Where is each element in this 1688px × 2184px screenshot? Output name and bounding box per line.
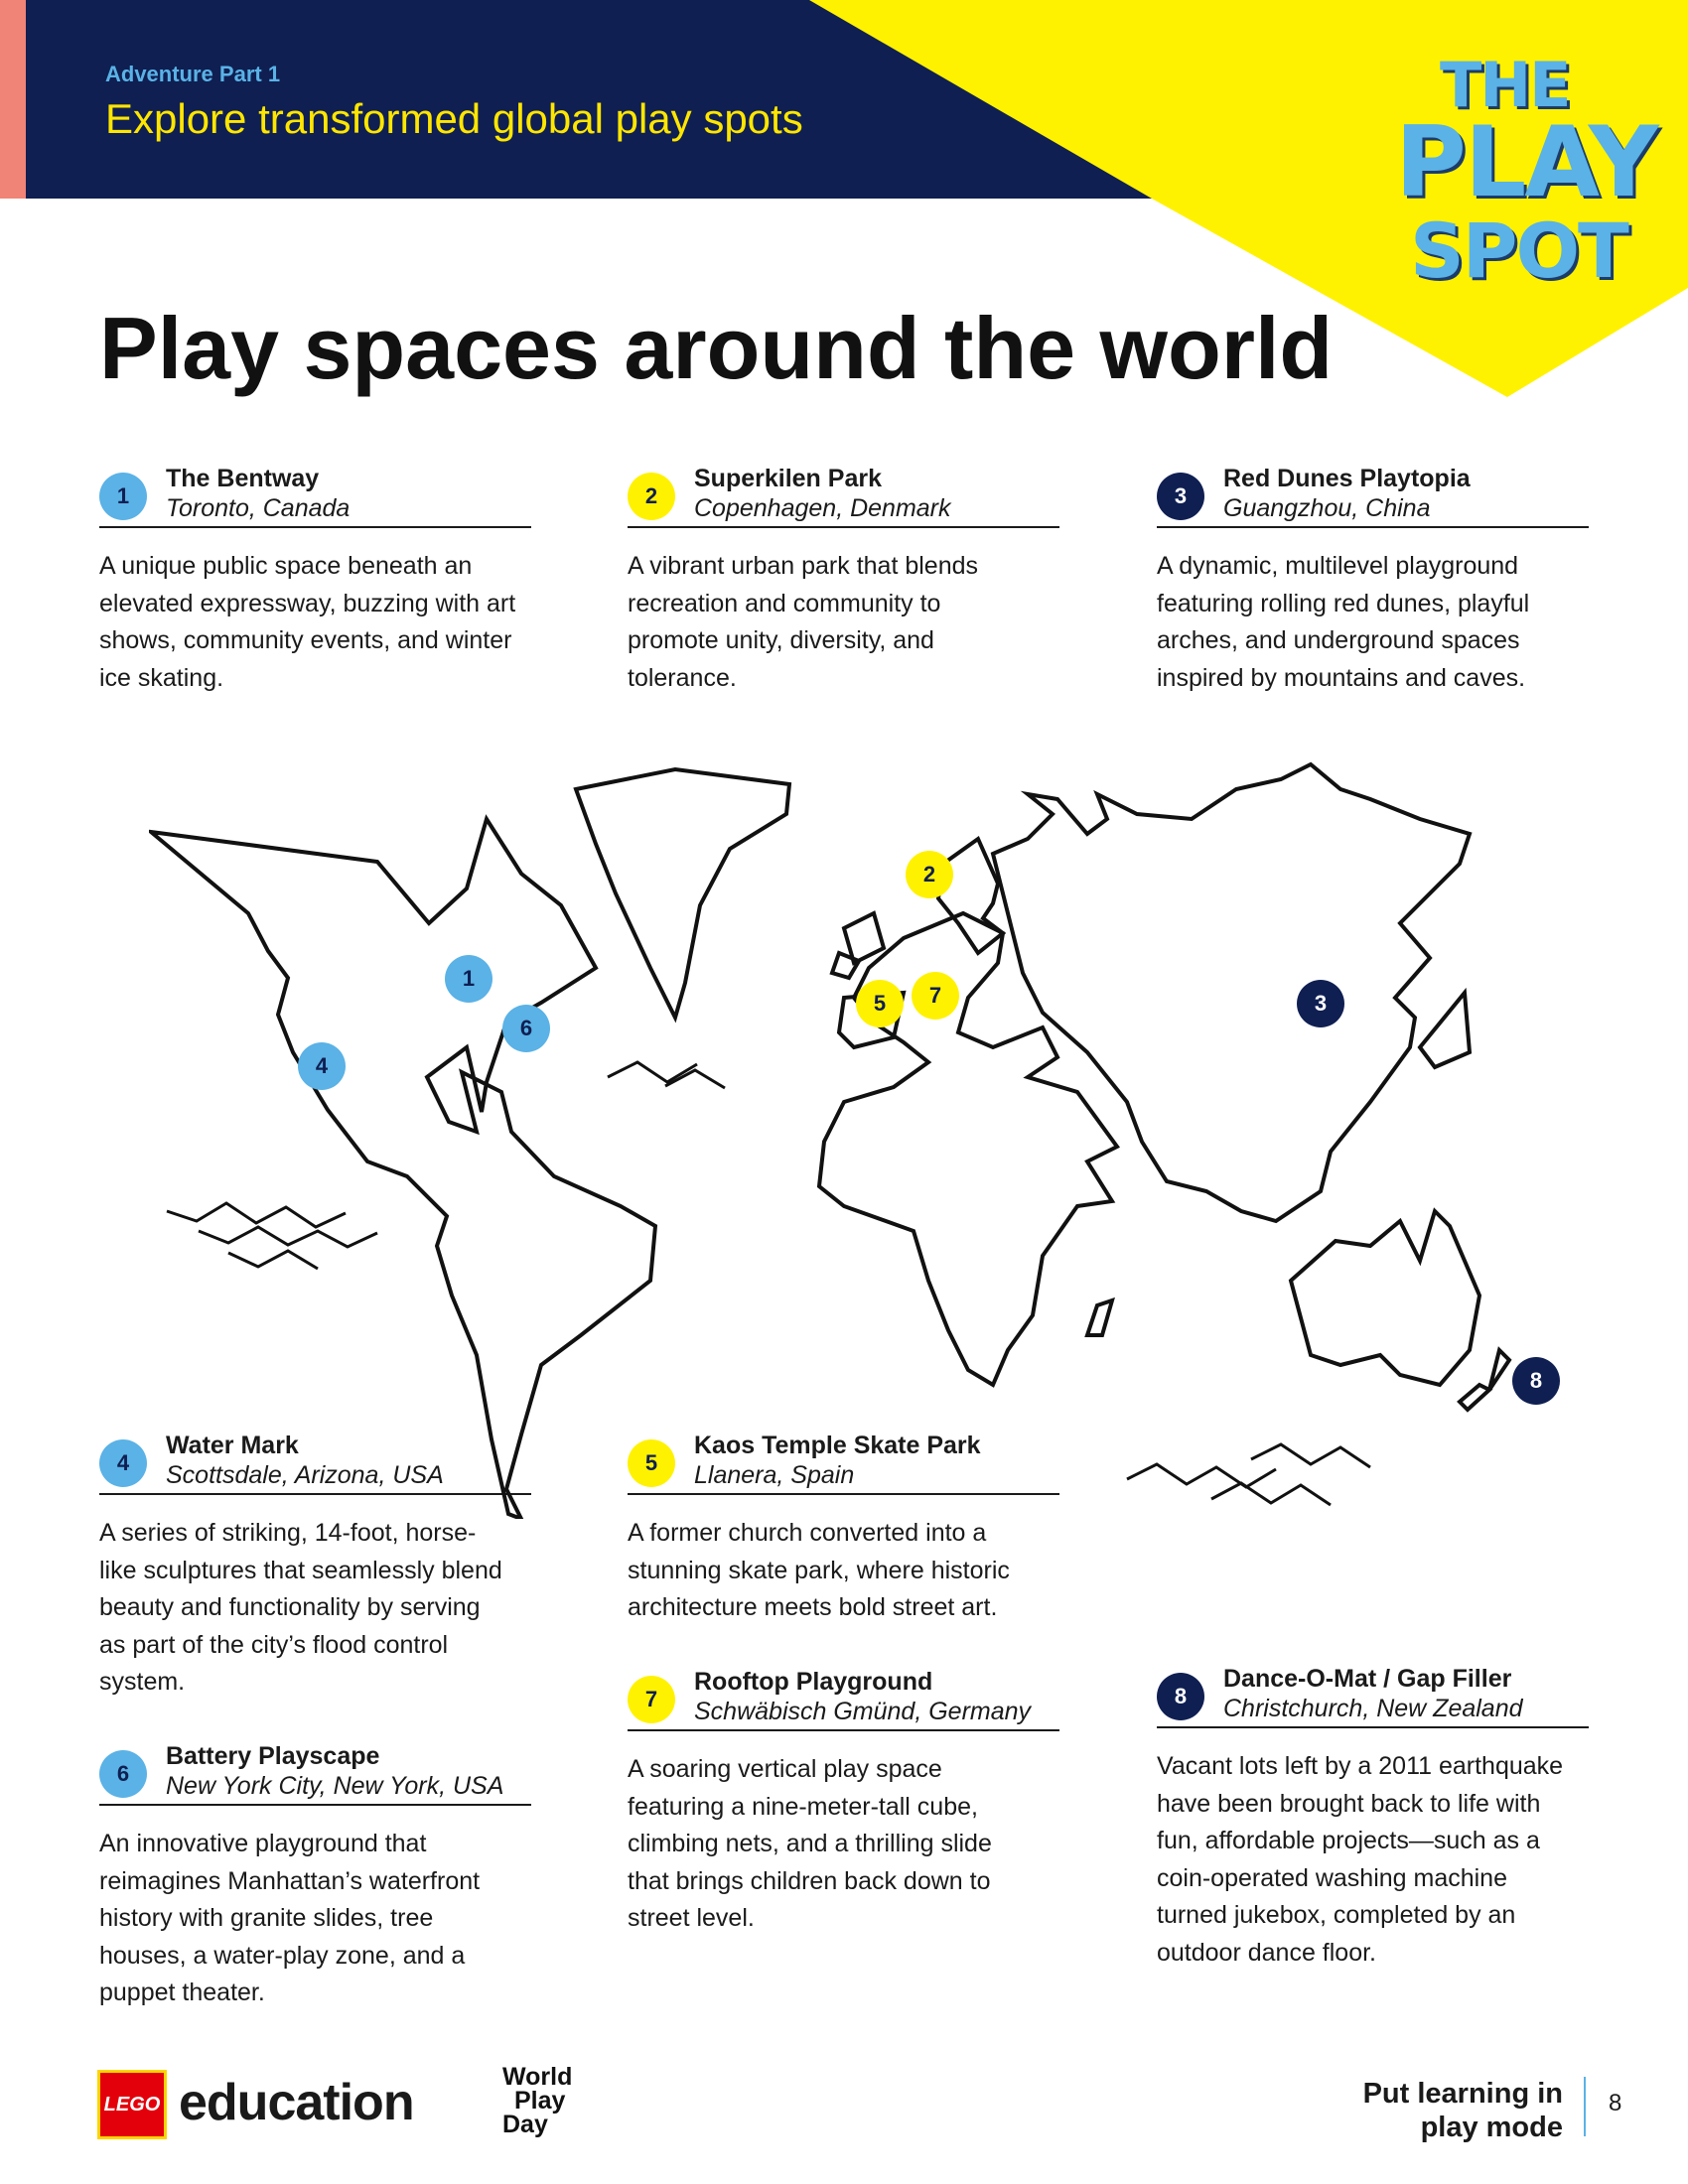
map-marker-1[interactable]: 1 [445,955,492,1003]
map-marker-2[interactable]: 2 [906,851,953,898]
spot-description: A dynamic, multilevel playground featuring rolling red dunes, playful arches, and underground spaces inspired by mountains and caves. [1157,552,1530,692]
spot-name: Kaos Temple Skate Park [694,1432,981,1459]
spot-location: Copenhagen, Denmark [694,494,951,522]
spot-location: Llanera, Spain [694,1461,855,1489]
spot-header [99,465,531,528]
spot-header [628,465,1059,528]
spot-location: Guangzhou, China [1223,494,1431,522]
wpd-line-2: Play [514,2087,566,2115]
spot-header [1157,1665,1589,1728]
spot-location: New York City, New York, USA [166,1772,504,1800]
map-marker-5[interactable]: 5 [856,980,904,1027]
spot-name: Battery Playscape [166,1742,380,1770]
spot-number-badge: 5 [628,1439,675,1487]
spot-name: Dance-O-Mat / Gap Filler [1223,1665,1512,1693]
spot-name: Red Dunes Playtopia [1223,465,1471,492]
wave-pacific-mid [199,1227,377,1247]
map-marker-7[interactable]: 7 [912,972,959,1020]
spot-card-bentway [99,465,531,697]
spot-location: Schwäbisch Gmünd, Germany [694,1698,1032,1725]
lego-logo [97,2070,167,2139]
wave-southern-3 [1251,1444,1370,1467]
spot-location: Scottsdale, Arizona, USA [166,1461,444,1489]
spot-number-badge: 3 [1157,473,1204,520]
spot-name: Water Mark [166,1432,299,1459]
map-ireland [832,953,859,978]
wave-atlantic-1 [608,1062,697,1082]
education-logo: education [179,2074,414,2131]
spot-header [99,1742,531,1806]
wave-pacific-north [167,1203,346,1227]
map-marker-3[interactable]: 3 [1297,980,1344,1027]
play-spot-logo [1385,49,1657,303]
spot-location: Christchurch, New Zealand [1223,1695,1523,1722]
spot-card-rooftop-playground [628,1668,1059,1938]
spot-description: A unique public space beneath an elevated expressway, buzzing with art shows, community events, and winter ice skating. [99,552,516,692]
logo-line-1: THE [1440,49,1570,121]
world-play-day-logo [502,2065,612,2136]
lego-logo-text: LEGO [103,2093,161,2116]
footer-tagline [1265,2077,1563,2144]
spot-name: Superkilen Park [694,465,882,492]
wave-southern-1 [1127,1464,1276,1487]
wave-southern-2 [1211,1483,1331,1505]
page-number: 8 [1609,2090,1622,2116]
spot-number-badge: 1 [99,473,147,520]
spot-number-badge: 2 [628,473,675,520]
map-greenland [576,769,789,1018]
wpd-line-3: Day [502,2111,548,2138]
spot-number-badge: 4 [99,1439,147,1487]
spot-header [628,1668,1059,1731]
spot-card-dance-o-mat [1157,1665,1589,1972]
map-australia [1291,1211,1479,1385]
spot-header [1157,465,1589,528]
map-new-zealand-north [1489,1350,1509,1390]
spot-description: A former church converted into a stunning skate park, where historic architecture meets bold street art. [628,1519,1010,1621]
spot-card-red-dunes [1157,465,1589,697]
wave-pacific-south [228,1251,318,1269]
page-title: Play spaces around the world [99,299,1334,397]
wpd-line-1: World [502,2063,573,2091]
map-madagascar [1087,1300,1112,1335]
map-marker-4[interactable]: 4 [298,1042,346,1090]
spot-number-badge: 6 [99,1750,147,1798]
spot-description: Vacant lots left by a 2011 earthquake have been brought back to life with fun, affordable projects—such as a coin-operated washing machine turned jukebox, completed by an outdoor dance floor. [1157,1752,1564,1967]
spot-name: The Bentway [166,465,320,492]
logo-line-2: PLAY [1395,106,1657,219]
spot-description: An innovative playground that reimagines Manhattan’s waterfront history with granite slides, tree houses, a water-play zone, and a puppet theater. [99,1830,481,2006]
tagline-line-1: Put learning in [1362,2078,1563,2110]
map-eurasia [993,764,1470,1221]
spot-number-badge: 8 [1157,1673,1204,1720]
tagline-line-2: play mode [1420,2112,1563,2143]
spot-card-battery-playscape [99,1742,531,2012]
spot-description: A vibrant urban park that blends recreation and community to promote unity, diversity, and tolerance. [628,552,979,692]
header-title: Explore transformed global play spots [105,95,803,142]
spot-location: Toronto, Canada [166,494,351,522]
header-eyebrow: Adventure Part 1 [105,62,281,86]
spot-number-badge: 7 [628,1676,675,1723]
map-europe-africa [819,913,1117,1385]
map-marker-6[interactable]: 6 [502,1005,550,1052]
spot-card-superkilen [628,465,1059,697]
spot-name: Rooftop Playground [694,1668,933,1696]
logo-line-3: SPOT [1410,206,1627,295]
map-americas [151,819,655,1519]
spot-description: A soaring vertical play space featuring a nine-meter-tall cube, climbing nets, and a thrilling slide that brings children back down to street level. [628,1755,992,1932]
map-new-zealand-south [1460,1385,1489,1410]
map-japan [1420,993,1470,1067]
footer-divider [1584,2077,1586,2136]
spot-description: A series of striking, 14-foot, horse-like sculptures that seamlessly blend beauty and functionality by serving as part of the city’s flood control system. [99,1519,502,1696]
world-map [149,745,1589,1519]
map-marker-8[interactable]: 8 [1512,1357,1560,1405]
